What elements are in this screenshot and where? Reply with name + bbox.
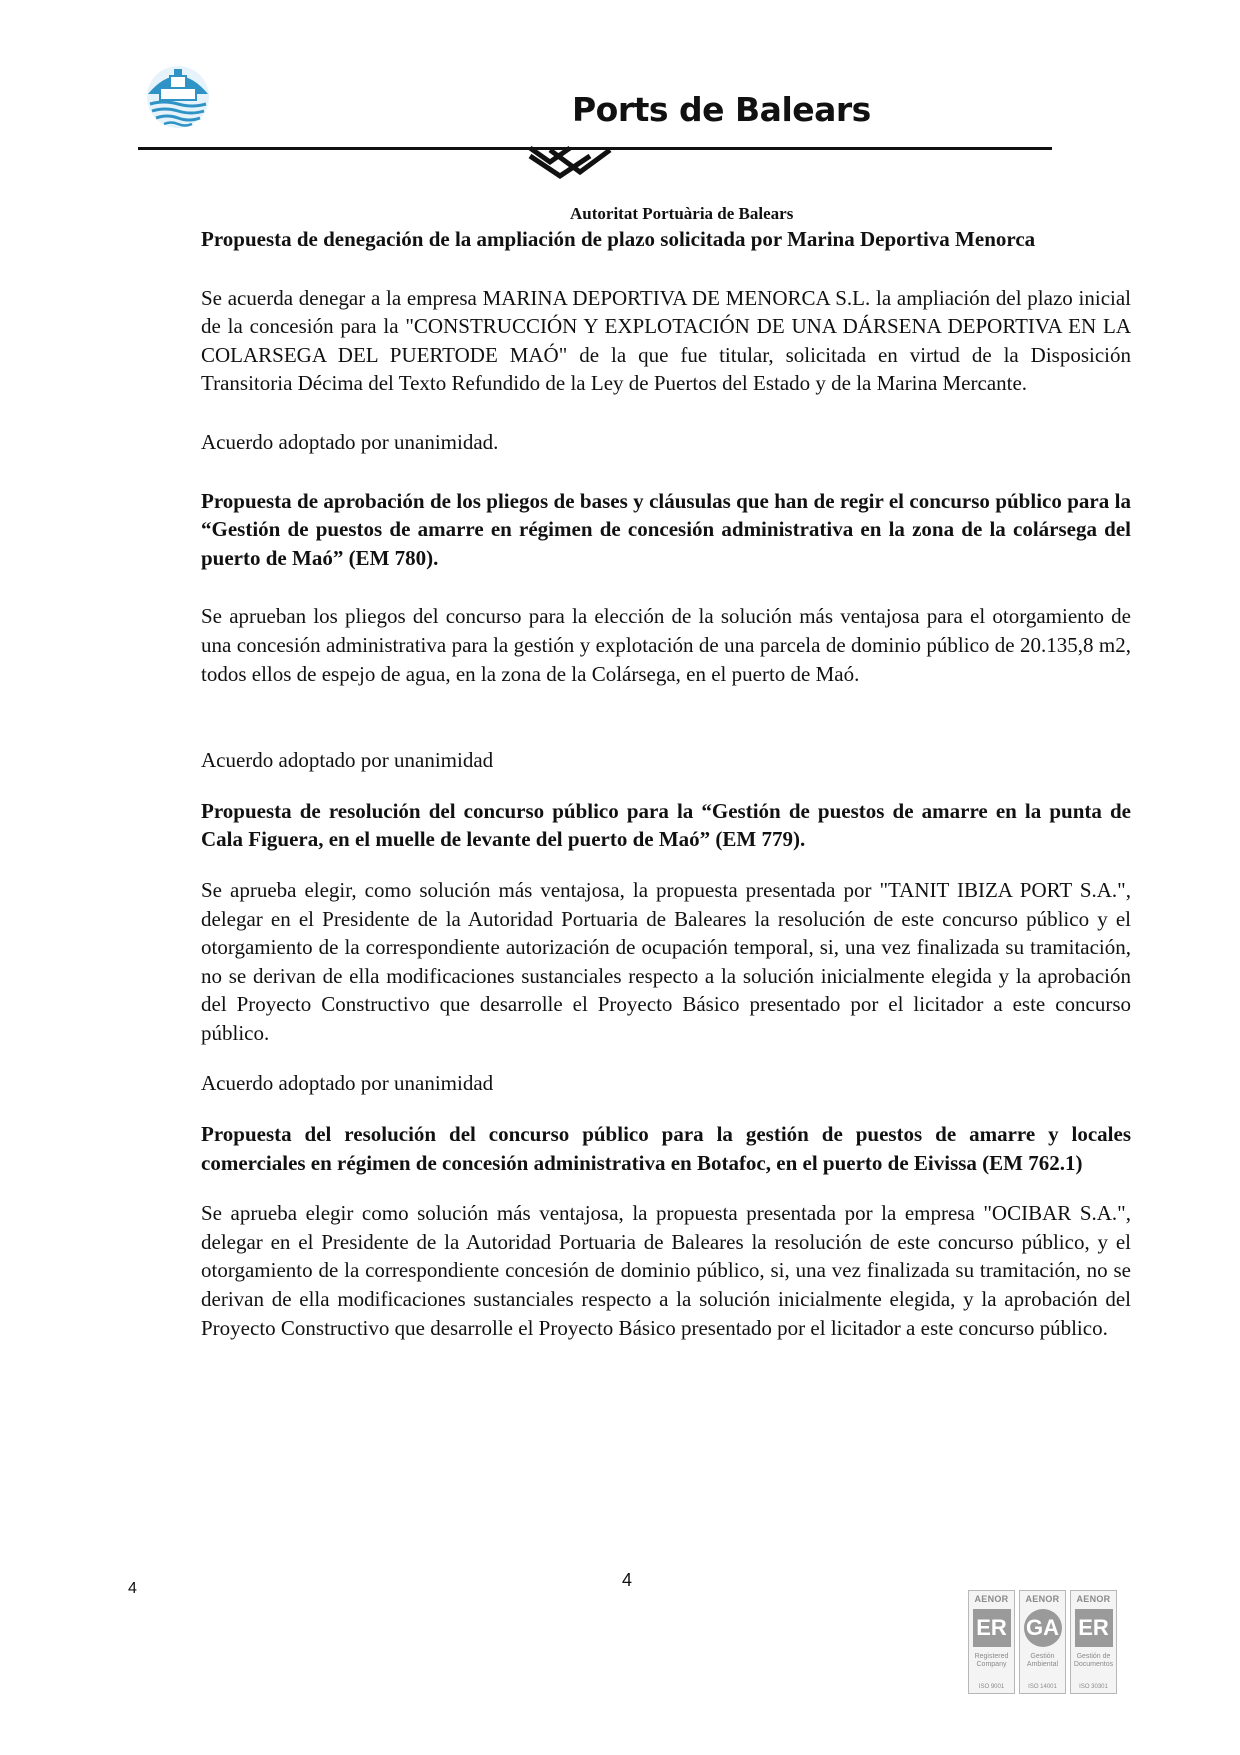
- section-paragraph: Se aprueba elegir como solución más ventajosa, la propuesta presentada por la empresa "OCIBAR S.A.", delegar en el Presidente de la Autoridad Portuaria de Baleares la resolución de este concurso público, y el otorgamiento de la correspondiente concesión de dominio público, si, una vez finalizada su tramitación, no se derivan de ella modificaciones sustanciales respecto a la solución inicialmente elegida, y la aprobación del Proyecto Constructivo que desarrolle el Proyecto Básico presentado por el licitador a este concurso público.: [201, 1201, 1131, 1340]
- certification-badges: [968, 1590, 1117, 1694]
- section-heading: Propuesta de aprobación de los pliegos de bases y cláusulas que han de regir el concurso público para la “Gestión de puestos de amarre en régimen de concesión administrativa en la zona de la colársega del puerto de Maó” (EM 780).: [201, 488, 1131, 570]
- certification-badge: [968, 1590, 1015, 1694]
- badge-iso: ISO 9001: [978, 1684, 1005, 1690]
- certification-badge: [1019, 1590, 1066, 1694]
- section-heading: Propuesta de denegación de la ampliación de plazo solicitada por Marina Deportiva Menorca: [201, 227, 1036, 251]
- badge-issuer: AENOR: [974, 1594, 1009, 1604]
- badge-iso: ISO 14001: [1028, 1684, 1057, 1690]
- agreement-result: Acuerdo adoptado por unanimidad: [201, 748, 494, 773]
- badge-iso: ISO 30301: [1079, 1684, 1108, 1690]
- document-body: [201, 225, 1131, 1342]
- section-paragraph: Se acuerda denegar a la empresa MARINA DEPORTIVA DE MENORCA S.L. la ampliación del plazo inicial de la concesión para la "CONSTRUCCIÓN Y EXPLOTACIÓN DE UNA DÁRSENA DEPORTIVA EN LA COLARSEGA DEL PUERTODE MAÓ" de la que fue titular, solicitada en virtud de la Disposición Transitoria Décima del Texto Refundido de la Ley de Puertos del Estado y de la Marina Mercante.: [201, 285, 1131, 396]
- badge-caption: Gestión Ambiental: [1026, 1653, 1059, 1668]
- er-certification-icon: ER: [973, 1609, 1011, 1647]
- badge-issuer: AENOR: [1076, 1594, 1111, 1604]
- environmental-certification-icon: GA: [1024, 1609, 1062, 1647]
- section-paragraph: Se aprueba elegir, como solución más ventajosa, la propuesta presentada por "TANIT IBIZA PORT S.A.", delegar en el Presidente de la Autoridad Portuaria de Baleares la resolución de este concurso público y el otorgamiento de la correspondiente autorización de ocupación temporal, si, una vez finalizada su tramitación, no se derivan de ella modificaciones sustanciales respecto a la solución inicialmente elegida y la aprobación del Proyecto Constructivo que desarrolle el Proyecto Básico presentado por el licitador a este concurso público.: [201, 877, 1131, 1045]
- badge-caption: Registered Company: [974, 1653, 1009, 1668]
- page-number-center: 4: [622, 1570, 633, 1590]
- badge-caption: Gestión de Documentos: [1073, 1653, 1114, 1668]
- agreement-result: Acuerdo adoptado por unanimidad.: [201, 429, 499, 454]
- certification-badge: [1070, 1590, 1117, 1694]
- document-management-certification-icon: ER: [1075, 1609, 1113, 1647]
- authority-name: Autoritat Portuària de Balears: [570, 204, 794, 223]
- badge-issuer: AENOR: [1025, 1594, 1060, 1604]
- page-number-left: 4: [128, 1580, 137, 1597]
- brand-name: Ports de Balears: [572, 90, 871, 129]
- ports-de-balears-logo-icon: [140, 64, 216, 130]
- section-paragraph: Se aprueban los pliegos del concurso para la elección de la solución más ventajosa para el otorgamiento de una concesión administrativa para la gestión y explotación de una parcela de dominio público de 20.135,8 m2, todos ellos de espejo de agua, en la zona de la Colársega, en el puerto de Maó.: [201, 604, 1131, 686]
- section-heading: Propuesta de resolución del concurso público para la “Gestión de puestos de amarre en la punta de Cala Figuera, en el muelle de levante del puerto de Maó” (EM 779).: [201, 798, 1131, 852]
- chevron-emblem-icon: [528, 146, 614, 182]
- section-heading: Propuesta del resolución del concurso público para la gestión de puestos de amarre y locales comerciales en régimen de concesión administrativa en Botafoc, en el puerto de Eivissa (EM 762.1): [201, 1122, 1131, 1175]
- agreement-result: Acuerdo adoptado por unanimidad: [201, 1071, 494, 1096]
